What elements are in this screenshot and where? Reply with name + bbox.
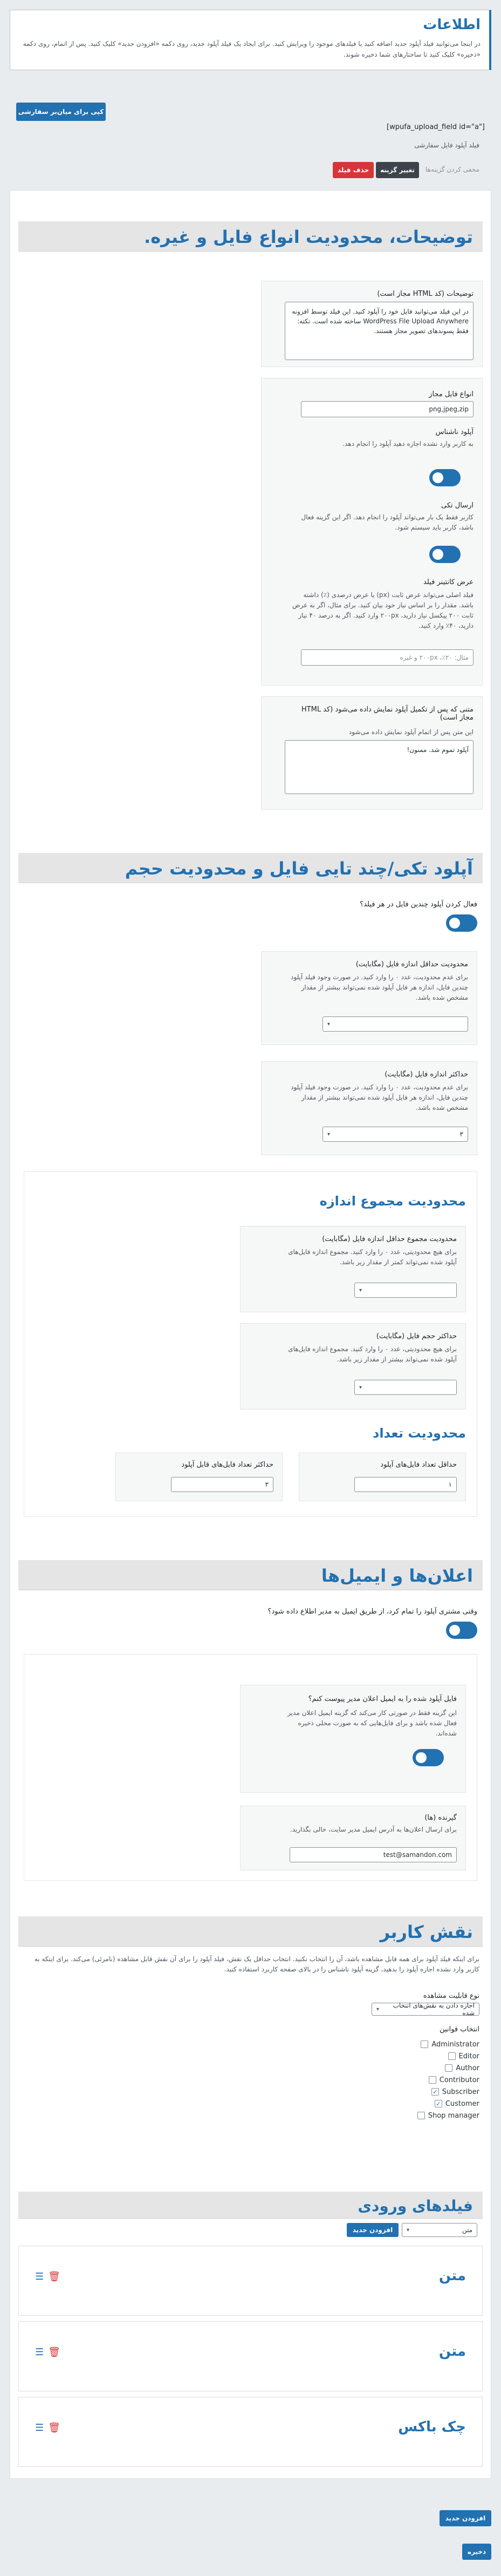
count-min-label: حداقل تعداد فایل‌های آپلود xyxy=(380,1461,457,1469)
visibility-select[interactable] xyxy=(372,2003,479,2016)
count-max-input[interactable]: ۳ xyxy=(171,1477,273,1492)
total-limits-box xyxy=(24,1171,477,1517)
total-max-card xyxy=(240,1323,466,1409)
min-size-card xyxy=(261,951,477,1045)
recipients-card xyxy=(240,1806,466,1870)
success-text-textarea[interactable]: آپلود تموم شد. ممنون! xyxy=(285,740,473,794)
count-max-card xyxy=(115,1453,283,1501)
total-size-title: محدودیت مجموع اندازه xyxy=(319,1194,466,1209)
section-user-role-head xyxy=(18,1916,483,1947)
change-option-button[interactable] xyxy=(376,162,419,178)
multi-upload-label: فعال کردن آپلود چندین فایل در هر فیلد؟ xyxy=(360,900,477,909)
anonymous-upload-desc: به کاربر وارد نشده اجازه دهید آپلود را انجام دهد. xyxy=(342,440,473,448)
roles-label: انتخاب قوانین xyxy=(440,2025,479,2033)
total-min-desc: برای هیچ محدودیتی، عدد ۰ را وارد کنید. مجموع اندازه فایل‌های آپلود شده نمی‌تواند کمتر از مقدار زیر باشد. xyxy=(288,1248,457,1266)
single-submit-label: ارسال تکی xyxy=(441,501,473,510)
count-min-card xyxy=(299,1453,466,1501)
single-submit-desc: کاربر فقط یک بار می‌تواند آپلود را انجام دهد. اگر این گزینه فعال باشد، کاربر باید سیستم شود. xyxy=(301,513,473,531)
description-label: توضیحات (کد HTML مجاز است) xyxy=(377,290,473,298)
chevron-down-icon: ▾ xyxy=(327,1021,331,1027)
trash-icon[interactable]: 🗑 xyxy=(48,2422,60,2433)
total-min-select[interactable] xyxy=(354,1283,457,1298)
role-checkbox-checked[interactable]: ✓ xyxy=(435,2100,442,2107)
shortcode-text: [wpufa_upload_field id="a"] xyxy=(387,123,485,131)
role-checkbox[interactable] xyxy=(417,2112,425,2119)
input-field-row[interactable] xyxy=(18,2246,483,2316)
visibility-label: نوع قابلیت مشاهده xyxy=(423,1992,479,2000)
change-option-label: تغییر گزینه xyxy=(380,166,415,174)
input-field-title: متن xyxy=(438,2268,466,2284)
role-item-customer[interactable]: Customer ✓ xyxy=(372,2098,479,2110)
anonymous-upload-label: آپلود ناشناس xyxy=(435,428,473,436)
section-user-role-title: نقش کاربر xyxy=(380,1922,473,1942)
max-size-select[interactable] xyxy=(322,1127,468,1142)
footer-add-new-label: افزودن جدید xyxy=(445,2514,486,2522)
section-notifications-title: اعلان‌ها و ایمیل‌ها xyxy=(321,1565,473,1586)
notice-text: در اینجا می‌توانید فیلد آپلود جدید اضافه کنید یا فیلدهای موجود را ویرایش کنید. برای ایجاد یک فیلد آپلود جدید، روی دکمه «افزودن جدید» کلیک کنید. پس از اتمام، روی دکمه «ذخیره» کلیک کنید تا ساختارهای شما ذخیره شوند. xyxy=(23,40,481,58)
attach-file-toggle[interactable] xyxy=(413,1749,444,1766)
total-max-desc: برای هیچ محدودیتی، عدد ۰ را وارد کنید. مجموع اندازه فایل‌های آپلود شده نمی‌تواند بیشتر از مقدار زیر باشد. xyxy=(288,1345,457,1363)
input-field-row[interactable] xyxy=(18,2397,483,2467)
role-item-contributor[interactable]: Contributor xyxy=(372,2074,479,2086)
multi-upload-toggle[interactable] xyxy=(446,914,477,932)
attach-file-desc: این گزینه فقط در صورتی کار می‌کند که گزینه ایمیل اعلان مدیر فعال شده باشد و برای فایل‌هایی که به صورت محلی ذخیره شده‌اند. xyxy=(287,1709,457,1737)
role-item-subscriber[interactable]: Subscriber ✓ xyxy=(372,2086,479,2098)
menu-icon[interactable]: ☰ xyxy=(35,2347,44,2358)
total-max-label: حداکثر حجم فایل (مگابایت) xyxy=(376,1332,457,1340)
chevron-down-icon: ▾ xyxy=(327,1131,331,1137)
single-submit-toggle[interactable] xyxy=(429,546,461,563)
copy-shortcode-button[interactable]: کپی برای میان‌بر سفارشی xyxy=(16,103,106,121)
min-size-desc: برای عدم محدودیت، عدد ۰ را وارد کنید. در صورت وجود فیلد آپلود چندین فایل، اندازه هر فایل آپلود شده نمی‌تواند بیشتر از مقدار مشخص شده باشد. xyxy=(291,973,468,1001)
section-description-title: توضیحات، محدودیت انواع فایل و غیره. xyxy=(144,227,473,247)
user-role-desc: برای اینکه فیلد آپلود برای همه قابل مشاهده باشد، آن را انتخاب نکنید. انتخاب حداقل یک نقش، فیلد آپلود را برای آن نقش قابل مشاهده (نامرئی) می‌کند. برای اینکه به کاربر وارد نشده اجازه آپلود را بدهید، گزینه آپلود ناشناس را در بالای صفحه کاربرد استفاده کنید. xyxy=(34,1955,479,1973)
menu-icon[interactable]: ☰ xyxy=(35,2271,44,2282)
field-name-input[interactable]: فیلد آپلود فایل سفارشی xyxy=(414,141,479,149)
min-size-select[interactable] xyxy=(322,1016,468,1032)
allowed-types-input[interactable]: png,jpeg,zip xyxy=(301,401,473,417)
total-min-card xyxy=(240,1226,466,1312)
role-checkbox-checked[interactable]: ✓ xyxy=(431,2088,439,2096)
count-limits-title: محدودیت تعداد xyxy=(373,1426,466,1441)
input-field-row[interactable] xyxy=(18,2321,483,2391)
role-checkbox[interactable] xyxy=(429,2076,436,2084)
notice-title: اطلاعات xyxy=(423,17,481,33)
section-input-fields-head xyxy=(18,2192,483,2219)
field-width-label: عرض کانتینر فیلد xyxy=(423,578,473,586)
max-size-label: حداکثر اندازه فایل (مگابایت) xyxy=(385,1070,468,1079)
max-size-desc: برای عدم محدودیت، عدد ۰ را وارد کنید. در صورت وجود فیلد آپلود چندین فایل، اندازه هر فایل آپلود شده نمی‌تواند بیشتر از مقدار مشخص شده باشد. xyxy=(291,1083,468,1111)
role-item-shop-manager[interactable]: Shop manager xyxy=(372,2110,479,2121)
total-min-label: محدودیت مجموع حداقل اندازه فایل (مگابایت) xyxy=(322,1235,457,1243)
field-width-desc: فیلد اصلی می‌تواند عرض ثابت (px) یا عرض درصدی (٪) داشته باشد. مقدار را بر اساس نیاز خود بیان کنید. برای مثال، اگر به عرض ثابت ۲۰۰ پیکسل نیاز دارید، ۲۰۰px وارد کنید. اگر به درصد ۴۰ نیاز دارید، ۴۰٪ وارد کنید. xyxy=(292,591,473,629)
notification-options-box xyxy=(24,1654,477,1881)
attach-file-label: فایل آپلود شده را به ایمیل اعلان مدیر پیوست کنم؟ xyxy=(308,1695,457,1703)
delete-field-label: حذف فیلد xyxy=(337,166,369,174)
success-text-card xyxy=(261,696,483,810)
role-item-editor[interactable]: Editor xyxy=(372,2050,479,2062)
field-type-value: متن xyxy=(462,2226,472,2234)
allowed-types-label: انواع فایل مجاز xyxy=(429,390,473,398)
role-item-administrator[interactable]: Administrator xyxy=(372,2038,479,2050)
chevron-down-icon: ▾ xyxy=(359,1384,362,1391)
anonymous-upload-toggle[interactable] xyxy=(429,469,461,486)
success-text-label: متنی که پس از تکمیل آپلود نمایش داده می‌شود (کد HTML مجاز است) xyxy=(301,706,473,722)
section-notifications-head xyxy=(18,1560,483,1590)
save-button[interactable] xyxy=(462,2544,491,2560)
visibility-value: اجازه دادن به نقش‌های انتخاب شده xyxy=(393,2002,475,2017)
attach-file-card xyxy=(240,1685,466,1793)
recipients-input[interactable]: test@samandon.com xyxy=(290,1847,457,1862)
description-card xyxy=(261,281,483,367)
role-item-author[interactable]: Author xyxy=(372,2062,479,2074)
section-upload-limits-title: آپلود تکی/چند تایی فایل و محدودیت حجم xyxy=(125,858,473,879)
total-max-select[interactable] xyxy=(354,1380,457,1395)
chevron-down-icon: ▾ xyxy=(376,2006,380,2012)
recipients-desc: برای ارسال اعلان‌ها به آدرس ایمیل مدیر سایت، خالی بگذارید. xyxy=(290,1826,457,1833)
min-size-label: محدودیت حداقل اندازه فایل (مگابایت) xyxy=(355,960,468,968)
add-field-button[interactable] xyxy=(347,2223,399,2237)
chevron-down-icon: ▾ xyxy=(359,1287,362,1293)
input-field-title: متن xyxy=(438,2343,466,2360)
role-checkbox[interactable] xyxy=(448,2052,456,2060)
max-size-card xyxy=(261,1061,477,1155)
display-condition-label: مخفی کردن گزینه‌ها xyxy=(425,166,479,173)
menu-icon[interactable]: ☰ xyxy=(35,2422,44,2433)
notify-admin-toggle[interactable] xyxy=(446,1622,477,1639)
max-size-value: ۳ xyxy=(459,1130,463,1138)
field-type-select[interactable] xyxy=(402,2223,477,2237)
role-checkbox[interactable] xyxy=(421,2041,428,2048)
file-options-card xyxy=(261,378,483,686)
save-label: ذخیره xyxy=(467,2548,486,2555)
trash-icon[interactable]: 🗑 xyxy=(48,2347,60,2358)
recipients-label: گیرنده (ها) xyxy=(424,1814,457,1822)
field-width-input[interactable]: مثال: ۲۰٪، ۲۰۰px و غیره xyxy=(301,649,473,666)
add-field-label: افزودن جدید xyxy=(352,2226,393,2234)
trash-icon[interactable]: 🗑 xyxy=(48,2271,60,2282)
chevron-down-icon: ▾ xyxy=(407,2227,410,2233)
success-text-desc: این متن پس از اتمام آپلود نمایش داده می‌شود xyxy=(348,728,473,736)
input-field-title: چک باکس xyxy=(398,2419,466,2435)
notify-admin-label: وقتی مشتری آپلود را تمام کرد، از طریق ایمیل به مدیر اطلاع داده شود؟ xyxy=(267,1608,477,1616)
info-notice xyxy=(10,10,491,70)
count-max-label: حداکثر تعداد فایل‌های قابل آپلود xyxy=(181,1461,273,1469)
delete-field-button[interactable] xyxy=(333,162,374,178)
footer-add-new-button[interactable] xyxy=(440,2510,491,2526)
section-description-head xyxy=(18,221,483,252)
role-checkbox[interactable] xyxy=(445,2064,452,2072)
roles-list xyxy=(372,2038,479,2121)
description-textarea[interactable]: در این فیلد می‌توانید فایل خود را آپلود کنید. این فیلد توسط افزونه WordPress File Upload Anywhere ساخته شده است. نکته: فقط پسوندهای تصویر مجاز هستند. xyxy=(285,302,473,360)
section-input-fields-title: فیلدهای ورودی xyxy=(358,2197,473,2215)
section-upload-limits-head xyxy=(18,853,483,883)
count-min-input[interactable]: ۱ xyxy=(354,1477,457,1492)
